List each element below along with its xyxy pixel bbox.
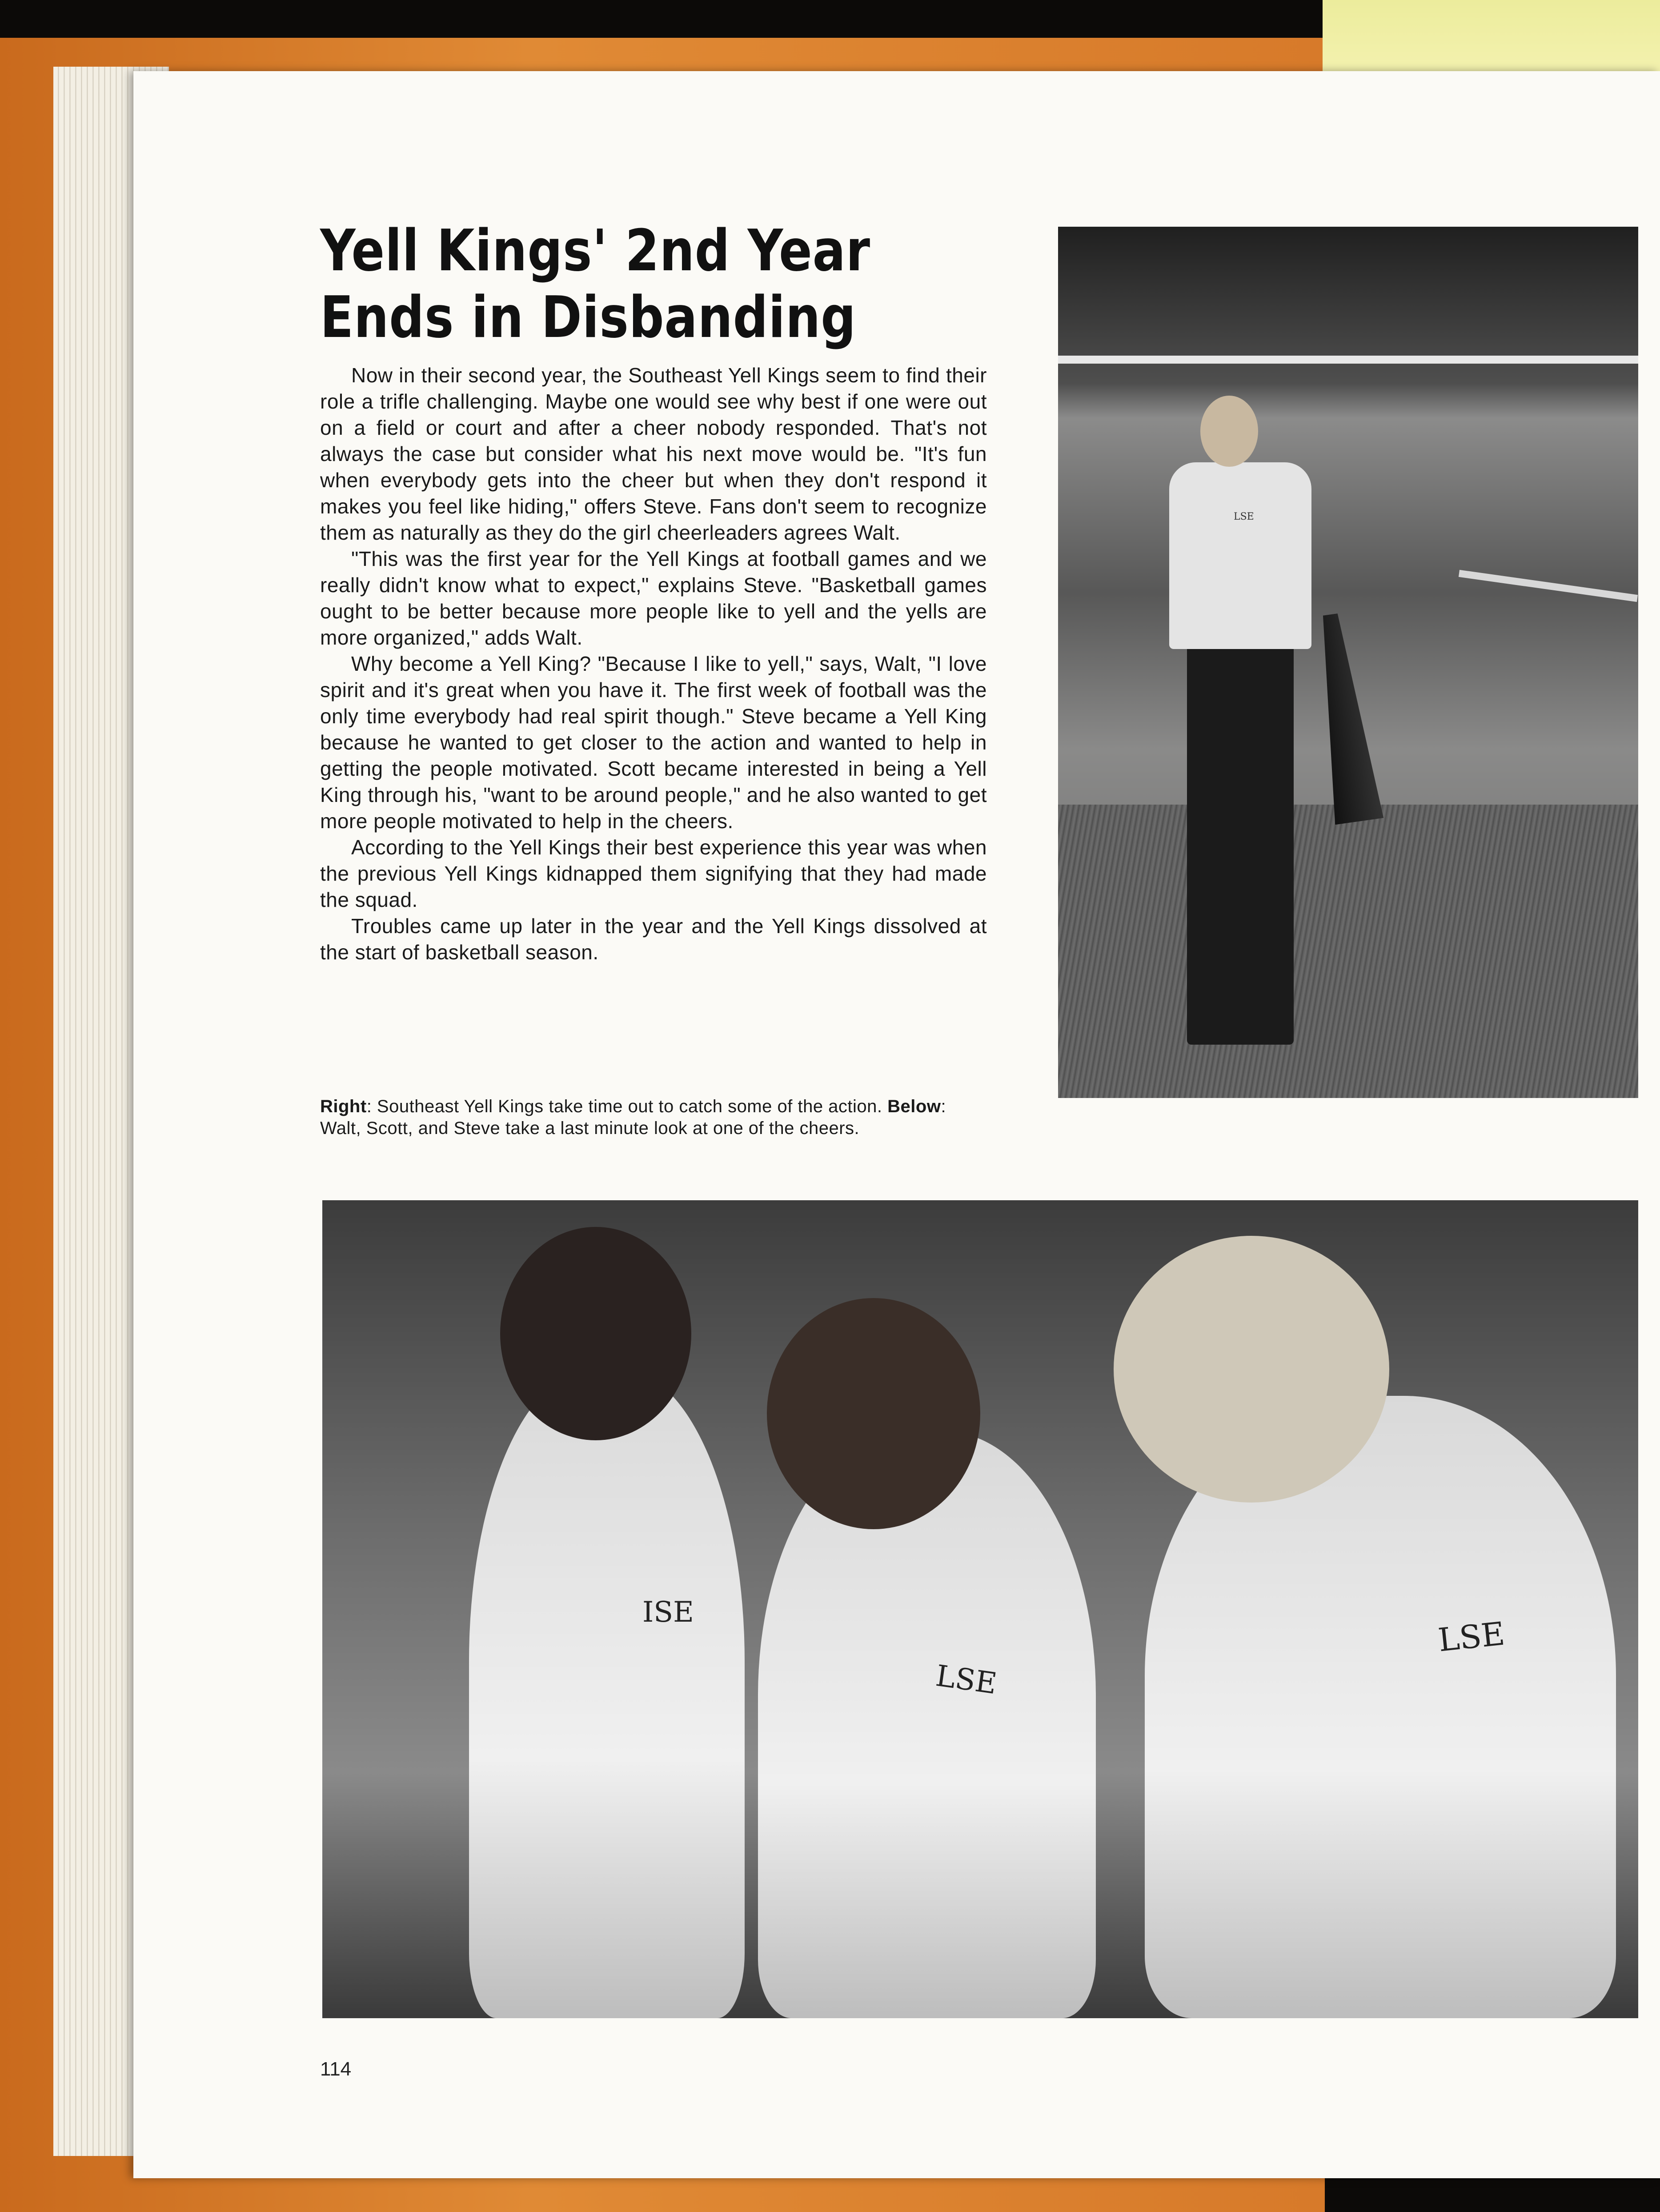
photo-yell-king-megaphone xyxy=(1058,227,1638,1098)
megaphone-icon xyxy=(1306,611,1383,825)
shirt-logo: LSE xyxy=(1234,511,1254,522)
caption-right-label: Right xyxy=(320,1097,367,1116)
article-paragraph: Troubles came up later in the year and the Yell Kings dissolved at the start of basketball season. xyxy=(320,914,987,964)
hair-steve xyxy=(1114,1236,1389,1503)
caption-right-text: : Southeast Yell Kings take time out to catch some of the action. xyxy=(366,1097,888,1116)
photo-yell-kings-group xyxy=(322,1200,1638,2018)
article-paragraph: Now in their second year, the Southeast Yell Kings seem to find their role a trifle challenging. Maybe one would see why best if one were out on a field or court and after a cheer nobody responded. That's not always the case but consider what his next move would be. "It's fun when everybody gets into the cheer but when they don't respond it makes you feel like hiding," offers Steve. Fans don't seem to recognize them as naturally as they do the girl cheerleaders agrees Walt. xyxy=(320,364,987,544)
figure-walt xyxy=(469,1369,745,2018)
grass-field xyxy=(1058,805,1638,1098)
hair-scott xyxy=(767,1298,980,1529)
shirt-logo-steve: LSE xyxy=(1436,1615,1507,1659)
figure-head xyxy=(1200,396,1258,467)
page-number: 114 xyxy=(320,2058,352,2080)
photo-caption xyxy=(320,1096,987,1139)
article-paragraph: Why become a Yell King? "Because I like to yell," says, Walt, "I love spirit and it's great when you have it. The first week of football was the only time everybody had real spirit though." Steve became a Yell King because he wanted to get closer to the action and wanted to help in getting the people motivated. Scott became interested in being a Yell King through his, "want to be around people," and he also wanted to get more people motivated to help in the cheers. xyxy=(320,652,987,833)
sticky-note xyxy=(1323,0,1660,78)
field-railing xyxy=(1459,570,1638,602)
hair-walt xyxy=(500,1227,691,1440)
bleacher-rail xyxy=(1058,356,1638,364)
headline-line-2: Ends in Disbanding xyxy=(320,285,856,351)
figure-legs xyxy=(1187,645,1294,1045)
figure-scott xyxy=(758,1431,1096,2018)
shirt-logo-walt: ISE xyxy=(642,1596,694,1629)
article-body xyxy=(320,362,987,966)
shirt-logo-scott: LSE xyxy=(934,1658,999,1701)
caption-below-text: : Walt, Scott, and Steve take a last minute look at one of the cheers. xyxy=(320,1097,946,1138)
headline xyxy=(320,218,970,351)
headline-line-1: Yell Kings' 2nd Year xyxy=(320,218,870,284)
figure-shirt xyxy=(1169,462,1311,649)
article-paragraph: "This was the first year for the Yell Kings at football games and we really didn't know what to expect," explains Steve. "Basketball games ought to be better because more people like to yell and the yells are more organized," adds Walt. xyxy=(320,547,987,649)
caption-below-label: Below xyxy=(887,1097,941,1116)
article-paragraph: According to the Yell Kings their best experience this year was when the previous Yell Kings kidnapped them signifying that they had made the squad. xyxy=(320,836,987,911)
